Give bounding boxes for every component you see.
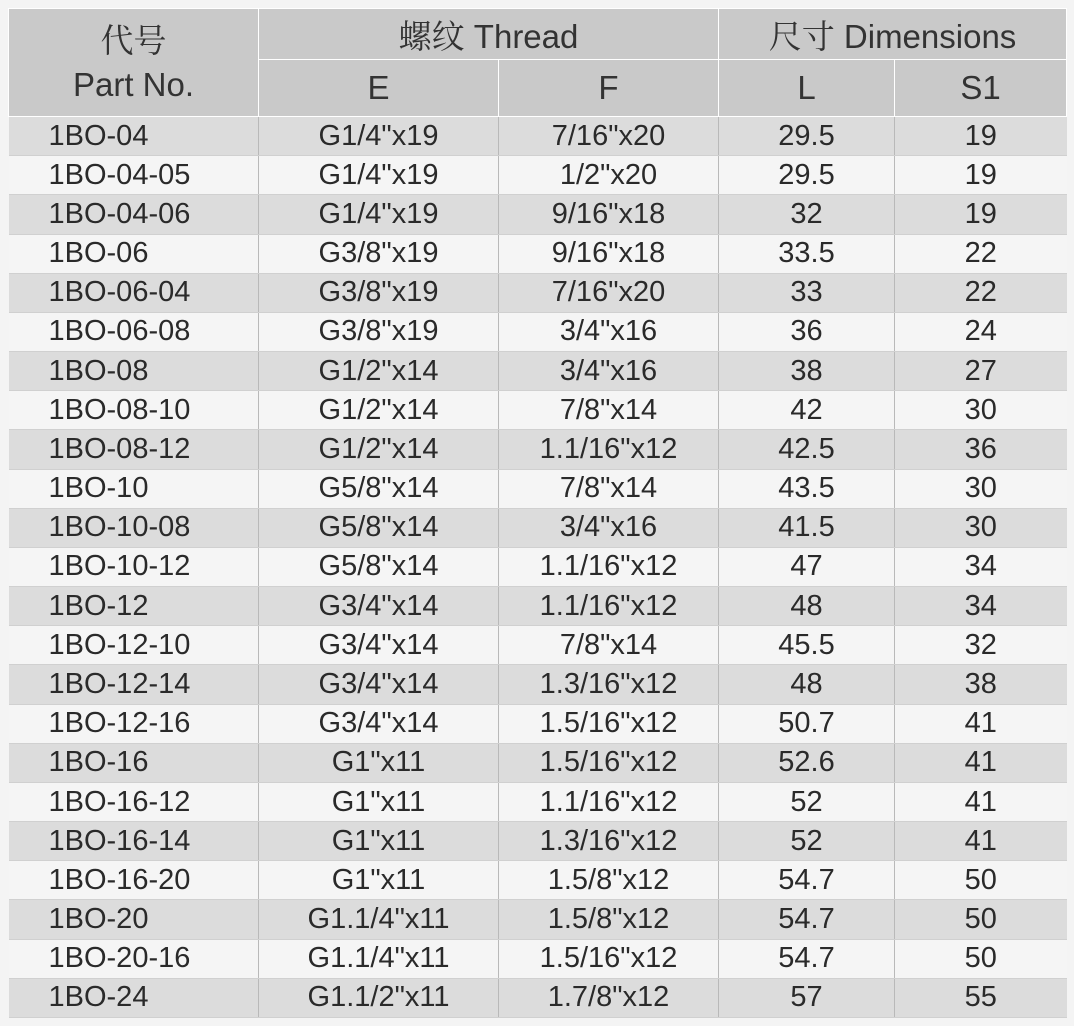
thread-e-cell: G1/2"x14 [259, 391, 499, 430]
dimension-s1-cell: 41 [895, 782, 1067, 821]
thread-f-cell: 1.7/8"x12 [499, 978, 719, 1017]
thread-f-cell: 7/8"x14 [499, 391, 719, 430]
thread-f-cell: 3/4"x16 [499, 508, 719, 547]
thread-f-cell: 1.1/16"x12 [499, 782, 719, 821]
table-row [9, 352, 1067, 391]
part-no-cell: 1BO-04-06 [9, 195, 259, 234]
thread-e-cell: G1"x11 [259, 782, 499, 821]
thread-e-cell: G5/8"x14 [259, 469, 499, 508]
table-row [9, 508, 1067, 547]
table-row [9, 861, 1067, 900]
part-no-cell: 1BO-06-08 [9, 312, 259, 351]
part-no-cell: 1BO-12-10 [9, 626, 259, 665]
table-row [9, 195, 1067, 234]
dimension-s1-cell: 27 [895, 352, 1067, 391]
dimension-s1-cell: 24 [895, 312, 1067, 351]
dimension-s1-cell: 19 [895, 117, 1067, 156]
table-row [9, 273, 1067, 312]
dimension-l-cell: 54.7 [719, 900, 895, 939]
part-no-cell: 1BO-12-16 [9, 704, 259, 743]
dimension-s1-cell: 30 [895, 469, 1067, 508]
dimension-l-cell: 52.6 [719, 743, 895, 782]
dimension-s1-cell: 22 [895, 234, 1067, 273]
dimension-s1-cell: 19 [895, 195, 1067, 234]
thread-f-cell: 7/8"x14 [499, 626, 719, 665]
dimension-s1-cell: 36 [895, 430, 1067, 469]
dimension-s1-cell: 41 [895, 822, 1067, 861]
dimension-l-cell: 43.5 [719, 469, 895, 508]
table-row [9, 900, 1067, 939]
table-row [9, 547, 1067, 586]
dimension-s1-cell: 22 [895, 273, 1067, 312]
table-row [9, 117, 1067, 156]
thread-e-cell: G5/8"x14 [259, 547, 499, 586]
dimension-l-cell: 52 [719, 822, 895, 861]
thread-f-cell: 3/4"x16 [499, 352, 719, 391]
thread-e-cell: G1/4"x19 [259, 195, 499, 234]
thread-f-cell: 1.5/16"x12 [499, 704, 719, 743]
thread-f-cell: 1.5/16"x12 [499, 743, 719, 782]
table-row [9, 430, 1067, 469]
thread-f-cell: 7/8"x14 [499, 469, 719, 508]
thread-f-cell: 1.5/8"x12 [499, 861, 719, 900]
dimension-s1-cell: 50 [895, 900, 1067, 939]
thread-e-cell: G1/4"x19 [259, 156, 499, 195]
thread-e-cell: G1.1/4"x11 [259, 939, 499, 978]
dimension-s1-cell: 50 [895, 861, 1067, 900]
dimension-l-cell: 29.5 [719, 156, 895, 195]
dimension-l-cell: 42.5 [719, 430, 895, 469]
dimension-l-cell: 45.5 [719, 626, 895, 665]
table-row [9, 782, 1067, 821]
table-row [9, 312, 1067, 351]
part-no-header [9, 9, 259, 117]
part-no-header-en: Part No. [72, 65, 195, 103]
part-no-cell: 1BO-12 [9, 587, 259, 626]
dimension-l-cell: 50.7 [719, 704, 895, 743]
part-no-cell: 1BO-08 [9, 352, 259, 391]
thread-e-cell: G1/2"x14 [259, 352, 499, 391]
thread-f-cell: 1.1/16"x12 [499, 587, 719, 626]
dimension-l-cell: 36 [719, 312, 895, 351]
table-row [9, 704, 1067, 743]
part-no-cell: 1BO-20-16 [9, 939, 259, 978]
thread-e-cell: G3/4"x14 [259, 587, 499, 626]
column-l-header: L [719, 60, 895, 117]
table-row [9, 978, 1067, 1017]
thread-f-cell: 1.3/16"x12 [499, 665, 719, 704]
part-no-cell: 1BO-24 [9, 978, 259, 1017]
part-no-cell: 1BO-08-12 [9, 430, 259, 469]
dimension-s1-cell: 38 [895, 665, 1067, 704]
dimension-s1-cell: 32 [895, 626, 1067, 665]
thread-f-cell: 7/16"x20 [499, 273, 719, 312]
thread-e-cell: G3/8"x19 [259, 273, 499, 312]
part-no-header-cn: 代号 [100, 21, 167, 59]
dimension-s1-cell: 19 [895, 156, 1067, 195]
dimension-l-cell: 54.7 [719, 939, 895, 978]
dimension-s1-cell: 50 [895, 939, 1067, 978]
table-row [9, 234, 1067, 273]
part-no-cell: 1BO-04-05 [9, 156, 259, 195]
thread-e-cell: G3/4"x14 [259, 665, 499, 704]
thread-e-cell: G1"x11 [259, 743, 499, 782]
table-row [9, 665, 1067, 704]
part-no-cell: 1BO-06-04 [9, 273, 259, 312]
dimension-s1-cell: 30 [895, 391, 1067, 430]
thread-e-cell: G1/4"x19 [259, 117, 499, 156]
dimension-s1-cell: 30 [895, 508, 1067, 547]
dimension-s1-cell: 41 [895, 743, 1067, 782]
dimension-l-cell: 42 [719, 391, 895, 430]
part-no-cell: 1BO-16-12 [9, 782, 259, 821]
part-no-cell: 1BO-16-20 [9, 861, 259, 900]
thread-e-cell: G5/8"x14 [259, 508, 499, 547]
thread-f-cell: 1.5/16"x12 [499, 939, 719, 978]
spec-table [8, 8, 1067, 1018]
table-body [9, 117, 1067, 1018]
thread-f-cell: 3/4"x16 [499, 312, 719, 351]
part-no-cell: 1BO-20 [9, 900, 259, 939]
dimension-l-cell: 57 [719, 978, 895, 1017]
thread-group-header: 螺纹 Thread [259, 9, 719, 60]
table-row [9, 469, 1067, 508]
thread-e-cell: G3/8"x19 [259, 234, 499, 273]
thread-f-cell: 9/16"x18 [499, 234, 719, 273]
part-no-cell: 1BO-06 [9, 234, 259, 273]
dimension-s1-cell: 41 [895, 704, 1067, 743]
table-row [9, 391, 1067, 430]
dimension-l-cell: 33.5 [719, 234, 895, 273]
thread-f-cell: 1.3/16"x12 [499, 822, 719, 861]
table-row [9, 743, 1067, 782]
dimension-l-cell: 48 [719, 587, 895, 626]
column-e-header: E [259, 60, 499, 117]
thread-e-cell: G3/4"x14 [259, 704, 499, 743]
dimension-s1-cell: 34 [895, 547, 1067, 586]
thread-e-cell: G3/8"x19 [259, 312, 499, 351]
part-no-cell: 1BO-12-14 [9, 665, 259, 704]
spec-table-sheet [8, 8, 1066, 1018]
dimension-l-cell: 47 [719, 547, 895, 586]
part-no-cell: 1BO-10-12 [9, 547, 259, 586]
dimension-l-cell: 33 [719, 273, 895, 312]
thread-f-cell: 7/16"x20 [499, 117, 719, 156]
column-s1-header: S1 [895, 60, 1067, 117]
table-row [9, 587, 1067, 626]
dimension-l-cell: 32 [719, 195, 895, 234]
thread-f-cell: 1.1/16"x12 [499, 430, 719, 469]
part-no-cell: 1BO-10-08 [9, 508, 259, 547]
part-no-cell: 1BO-08-10 [9, 391, 259, 430]
part-no-cell: 1BO-16-14 [9, 822, 259, 861]
part-no-cell: 1BO-16 [9, 743, 259, 782]
dimension-l-cell: 48 [719, 665, 895, 704]
thread-e-cell: G1"x11 [259, 861, 499, 900]
dimension-s1-cell: 55 [895, 978, 1067, 1017]
dimension-l-cell: 29.5 [719, 117, 895, 156]
part-no-cell: 1BO-10 [9, 469, 259, 508]
table-header [9, 9, 1067, 117]
thread-f-cell: 1/2"x20 [499, 156, 719, 195]
thread-e-cell: G1.1/2"x11 [259, 978, 499, 1017]
dimensions-group-header: 尺寸 Dimensions [719, 9, 1067, 60]
table-row [9, 626, 1067, 665]
part-no-cell: 1BO-04 [9, 117, 259, 156]
thread-f-cell: 1.5/8"x12 [499, 900, 719, 939]
table-row [9, 939, 1067, 978]
thread-e-cell: G1"x11 [259, 822, 499, 861]
thread-f-cell: 9/16"x18 [499, 195, 719, 234]
dimension-l-cell: 41.5 [719, 508, 895, 547]
dimension-l-cell: 54.7 [719, 861, 895, 900]
thread-e-cell: G3/4"x14 [259, 626, 499, 665]
dimension-l-cell: 52 [719, 782, 895, 821]
column-f-header: F [499, 60, 719, 117]
table-row [9, 156, 1067, 195]
thread-e-cell: G1/2"x14 [259, 430, 499, 469]
dimension-l-cell: 38 [719, 352, 895, 391]
table-row [9, 822, 1067, 861]
thread-f-cell: 1.1/16"x12 [499, 547, 719, 586]
dimension-s1-cell: 34 [895, 587, 1067, 626]
thread-e-cell: G1.1/4"x11 [259, 900, 499, 939]
